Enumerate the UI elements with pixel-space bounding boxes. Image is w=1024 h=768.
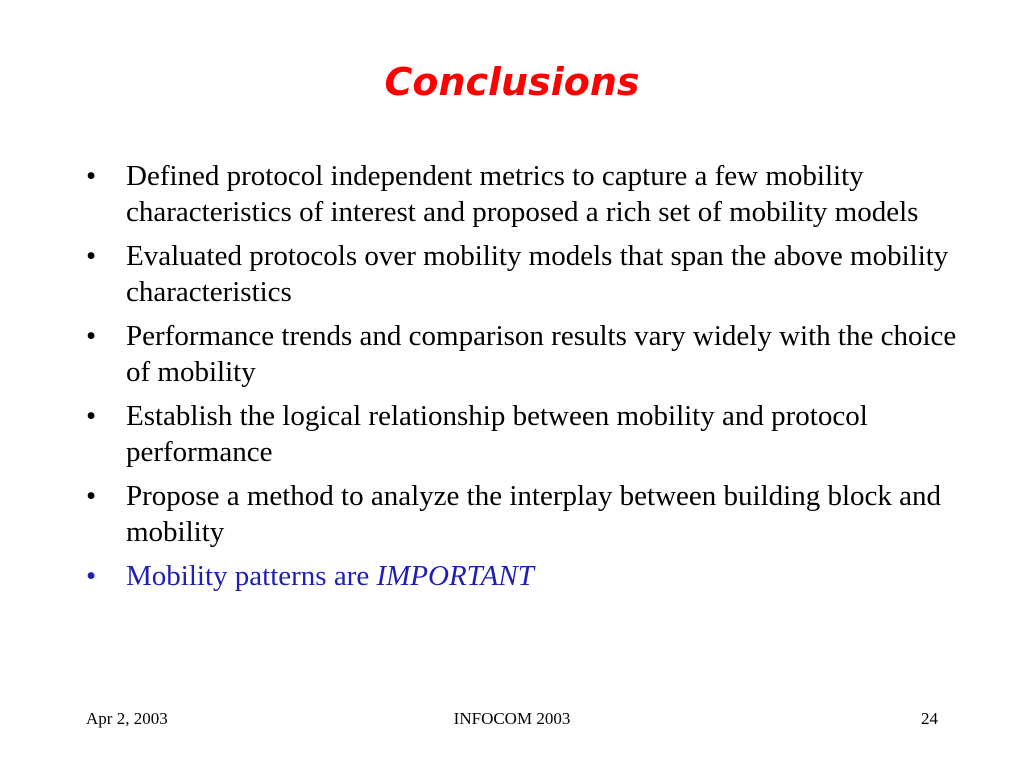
slide-title: Conclusions — [384, 60, 640, 104]
bullet-marker: • — [86, 400, 97, 432]
bullet-item — [86, 158, 966, 230]
bullet-marker: • — [86, 160, 97, 192]
bullet-text: Mobility patterns are — [126, 560, 370, 592]
footer-conference: INFOCOM 2003 — [453, 709, 571, 728]
bullet-list — [86, 158, 966, 602]
bullet-item — [86, 398, 966, 470]
bullet-text: Defined protocol independent metrics to capture a few mobility characteristics of interest and proposed a rich set of mobility models — [126, 160, 919, 228]
bullet-emphasis: IMPORTANT — [376, 560, 534, 592]
bullet-item — [86, 318, 966, 390]
bullet-marker: • — [86, 240, 97, 272]
bullet-text: Performance trends and comparison results vary widely with the choice of mobility — [126, 320, 957, 388]
bullet-marker: • — [86, 320, 97, 352]
bullet-text: Evaluated protocols over mobility models that span the above mobility characteristics — [126, 240, 949, 308]
bullet-item — [86, 478, 966, 550]
footer-page-number: 24 — [921, 709, 938, 728]
bullet-marker: • — [86, 560, 97, 592]
bullet-text: Propose a method to analyze the interplay between building block and mobility — [126, 480, 941, 548]
bullet-text: Establish the logical relationship between mobility and protocol performance — [126, 400, 868, 468]
bullet-item — [86, 238, 966, 310]
footer-date: Apr 2, 2003 — [86, 709, 168, 728]
bullet-marker: • — [86, 480, 97, 512]
bullet-item-important — [86, 558, 966, 594]
